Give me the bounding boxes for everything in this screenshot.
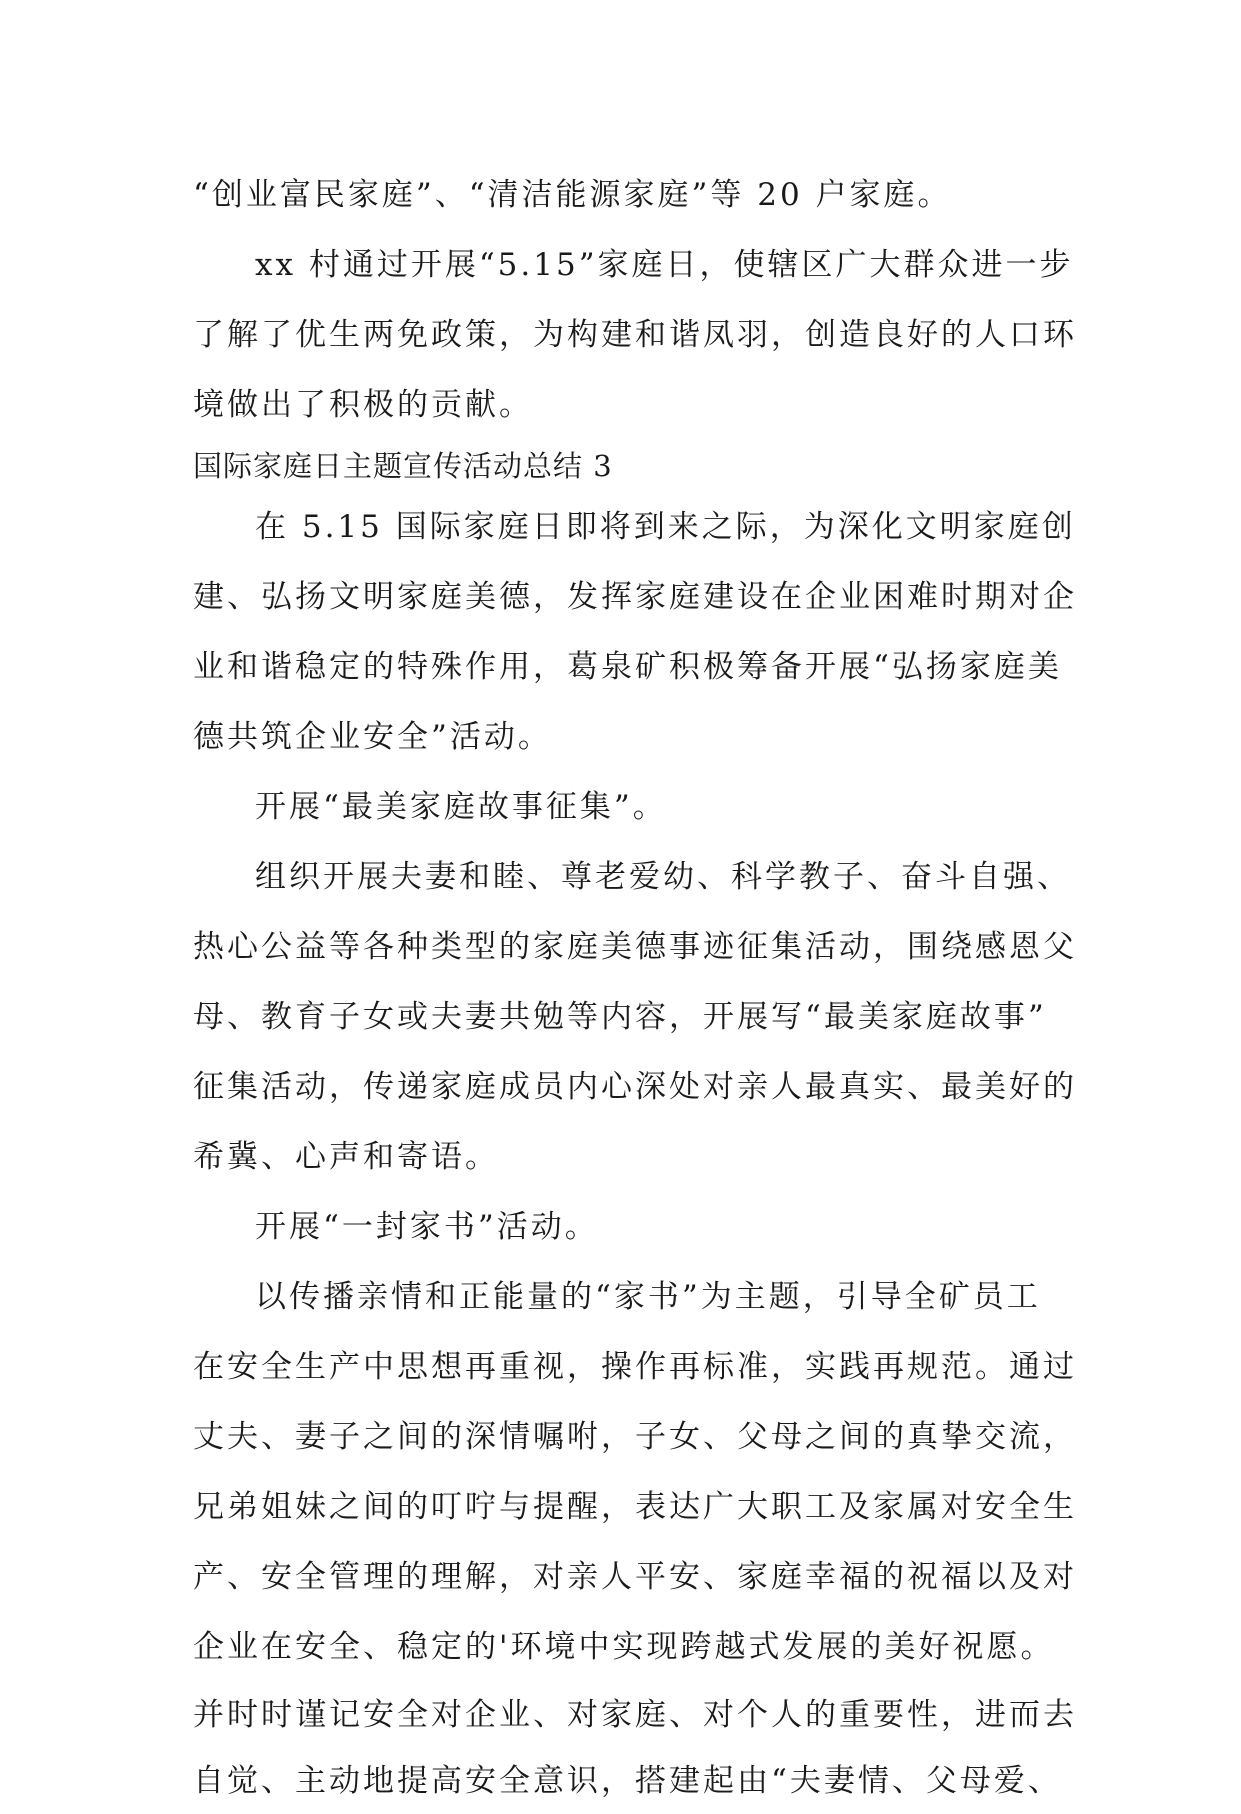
text-line: 德共筑企业安全”活动。: [193, 719, 552, 755]
text-line: 征集活动，传递家庭成员内心深处对亲人最真实、最美好的: [193, 1069, 1077, 1105]
text-line: 建、弘扬文明家庭美德，发挥家庭建设在企业困难时期对企: [193, 579, 1077, 615]
text-line: 热心公益等各种类型的家庭美德事迹征集活动，围绕感恩父: [193, 929, 1077, 965]
text-line: 在安全生产中思想再重视，操作再标准，实践再规范。通过: [193, 1349, 1077, 1385]
text-line: 兄弟姐妹之间的叮咛与提醒，表达广大职工及家属对安全生: [193, 1489, 1077, 1525]
paragraph-start-line: xx 村通过开展“5.15”家庭日，使辖区广大群众进一步: [255, 247, 1074, 283]
section-heading: 国际家庭日主题宣传活动总结 3: [193, 449, 613, 483]
text-line: 境做出了积极的贡献。: [193, 387, 533, 423]
paragraph-start-line: 以传播亲情和正能量的“家书”为主题，引导全矿员工: [255, 1279, 1041, 1315]
paragraph-start-line: 在 5.15 国际家庭日即将到来之际，为深化文明家庭创: [255, 509, 1076, 545]
text-line: 自觉、主动地提高安全意识，搭建起由“夫妻情、父母爱、: [193, 1763, 1062, 1799]
document-body: [193, 160, 1077, 1814]
text-line: 希冀、心声和寄语。: [193, 1139, 499, 1175]
text-line: 了解了优生两免政策，为构建和谐凤羽，创造良好的人口环: [193, 317, 1077, 353]
subheading-line: 开展“最美家庭故事征集”。: [255, 789, 667, 825]
text-line: 并时时谨记安全对企业、对家庭、对个人的重要性，进而去: [193, 1697, 1077, 1733]
text-line: 企业在安全、稳定的'环境中实现跨越式发展的美好祝愿。: [193, 1629, 1055, 1665]
paragraph-start-line: 组织开展夫妻和睦、尊老爱幼、科学教子、奋斗自强、: [255, 859, 1071, 895]
text-line: “创业富民家庭”、“清洁能源家庭”等 20 户家庭。: [193, 177, 952, 213]
text-line: 业和谐稳定的特殊作用，葛泉矿积极筹备开展“弘扬家庭美: [193, 649, 1062, 685]
subheading-line: 开展“一封家书”活动。: [255, 1209, 599, 1245]
text-line: 丈夫、妻子之间的深情嘱咐，子女、父母之间的真挚交流，: [193, 1419, 1077, 1455]
text-line: 母、教育子女或夫妻共勉等内容，开展写“最美家庭故事”: [193, 999, 1047, 1035]
text-line: 产、安全管理的理解，对亲人平安、家庭幸福的祝福以及对: [193, 1559, 1077, 1595]
